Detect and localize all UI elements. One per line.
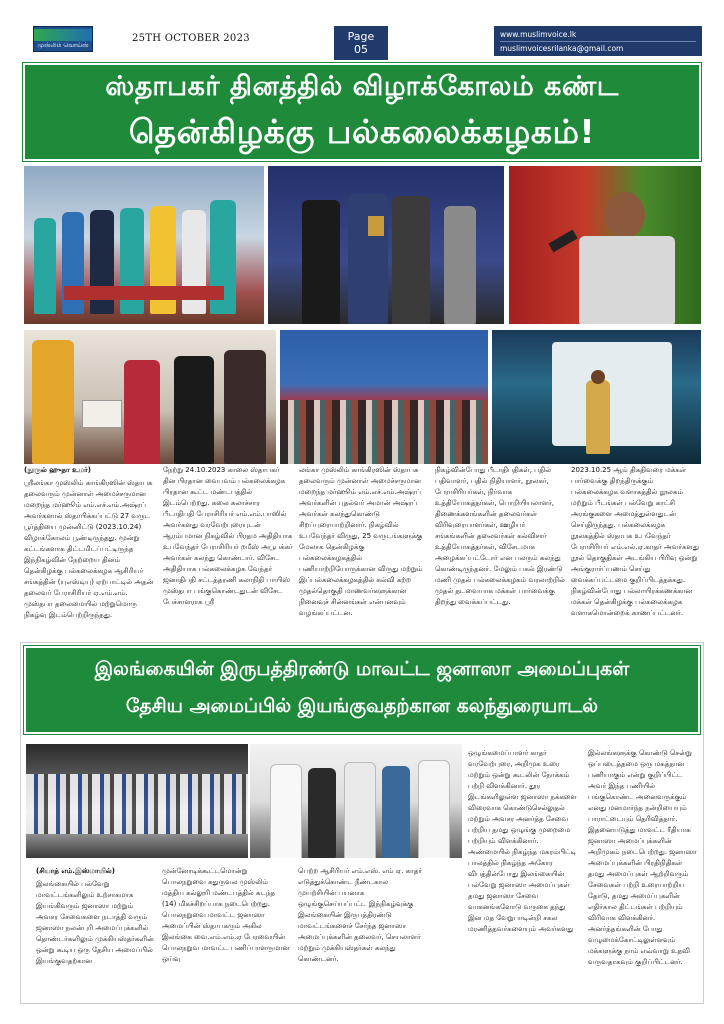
logo-graphic (34, 29, 92, 41)
page-label: Page (347, 30, 375, 43)
photo-group-meeting (26, 744, 248, 858)
photo-discussion-participants (250, 744, 462, 858)
page-indicator (334, 26, 388, 60)
article1-column-2: நேற்று 24.10.2023 காலை ஸ்தாபகர் தின பிரதான வைபவம் பல்கலைக்கழக பிரதான கூட்ட மண்டபத்தில் இடம்பெற்றது. கலை கலாச்சார பீடாதிபதி பேராசிரியர் எம்.எம்.பாஸில் அவர்களது வரவேற்புரையுடன் ஆரம்பமான நிகழ்வில் பிரதம அதிதியாக உபவேந்தர் பேராசிரியர் றமீஸ் அபூபக்கர் அவர்கள் கலந்து கொண்டார். விசேட அதிதியாக பல்கலைக்கழக வேந்தர் ஜனாதிபதி சட்டத்தரணி கலாநிதி பாயிஸ் முஸ்தபா பங்குகொண்டதுடன் விசேட பேச்சாளராக ஸ்ரீ (163, 466, 293, 606)
issue-date: 25TH OCTOBER 2023 (132, 33, 250, 44)
article1-column-4: நிகழ்வின்போது பீடாதிபதிகள், பதில் பதிவாளர், பதில் நிதியாளர், நூலகர், பேராசிரியர்கள், நிர்வாக உத்தியோகத்தர்கள், பொறியியலாளர், திணைக்களங்களின் தலைவர்கள் விரிவுரையாளர்கள், ஊழியர் சங்கங்களின் தலைவர்கள் கல்விசார் உத்தியோகத்தர்கள், விசேடமாக அழைக்கப்பட்டோர் என பலரும் கலந்து கொண்டிருந்தனர். மேலும் பகல் இரண்டு மணி முதல் பல்கலைக்கழகம் வரலாற்றில் முதல் தடவையாக மக்கள் பார்வைக்கு திறந்து வைக்கப்பட்டது. (435, 466, 565, 606)
article2-column-3: பெற்ற ஆசிரியர் எம்.எஸ். எம் ஏ. காதர் எடுத்துக்கொண்ட நீண்டகால முயற்சியின் பயனாக ஒழுங்குசெய்யப்பட்ட இந்நிகழ்வுக்கு இலங்கையின் இருபத்திரண்டு மாவட்டங்களைச் சேர்ந்த ஜனாஸா அமைப்புக்களின் தலைவர், செயலாளர் மற்றும் முக்கியஸ்தர்கள் கலந்து கொண்டனர். (298, 867, 422, 963)
article2-headline (24, 646, 700, 734)
article1-byline: (நூருல் ஹுதா உமர்) (24, 466, 91, 474)
article2-column-1 (36, 866, 154, 1001)
headline-line-2: தென்கிழக்கு பல்கலைக்கழகம்! (128, 112, 596, 151)
photo-audience-hall (280, 330, 488, 464)
photo-exhibition-visitors (24, 330, 276, 464)
article2-col1-text: இலங்கையில் பல்வேறு மாவட்டங்களிலும் உற்சாகமாக இயங்கிவரும் ஜனாஸா மற்றும் அவசர சேவைகளை நடாத்தி வரும் ஜனாஸா நலன்புரி அமைப்புக்களில் தொண்டர்களிலும் முக்கியஸ்தர்களின் ஒன்று கூடிய ஒரு தேசிய அமைப்பில் இயங்குவதற்கான (36, 880, 154, 965)
photo-award-ceremony-1 (24, 166, 264, 324)
article1-column-3: லங்கா முஸ்லிம் காங்கிரஸின் ஸ்தாபக தலைவரும் முன்னாள் அமைச்சருமான மறைந்த மர்ஹூம் எம்.எச்.எம்.அஷ்ரப் அவர்களின் புதல்வர் அமான் அஷ்ரப் அவர்கள் கலந்துகொண்டு சிறப்புரையாற்றினார். நிகழ்வில் உபவேந்தர் விருது, 25 வருடங்களுக்கு மேலாக தென்கிழக்கு பல்கலைக்கழகத்தில் பணியாற்றியோருக்கான விருது மற்றும் இப்பல்கலைக்கழகத்தில் கல்வி கற்ற முதல்தொகுதி மாணவர்களுக்கான நினைவுச் சின்னங்கள் என்பனவும் வழங்கப்பட்டன. (299, 466, 423, 617)
article1-headline (23, 63, 701, 161)
photo-cultural-dance (492, 330, 701, 464)
article2-byline: (சியாத் எம்.இஸ்மாயில்) (36, 867, 115, 875)
article2-column-5: இல்லங்களுக்கு கொண்டு சென்று ஒப்படைத்தமை ஒரு மகத்தான பணியாகும் என்று குறிப்பிட்ட அவர் இந்த பணியில் பங்குகொண்ட அனைவருக்கும் எனது மனமார்ந்த நன்றியையும் பாராட்டையும் தெரிவித்தார். இதனையடுத்து மாவட்ட ரீதியாக ஜனாஸா அமைப்புக்களின் அறிமுகம் நடைபெற்றது. ஜனாஸா அமைப்புக்களின் பிரதிநிதிகள் தமது அமைப்புகள் ஆற்றிவரும் சேவைகள் பற்றி உரையாற்றிய தோடு, தமது அமைப்புகளின் எதிர்கால திட்டங்கள் பற்றியும் விரிவாக விளக்கினர். அனர்த்தங்களின் போது வழுமைக்கோட்டிலுள்ளவும் மக்களுக்கு நாம் எவ்வாறு உதவி வருவதாகவும் குறிப்பிட்டனர். (588, 749, 697, 966)
article1-column-1 (24, 465, 157, 637)
logo-text: முஸ்லிம் வொய்ஸ் (37, 42, 89, 49)
page-number: 05 (354, 43, 368, 56)
photo-chief-guest-speech (509, 166, 701, 324)
website-link[interactable]: www.muslimvoice.lk (500, 30, 577, 39)
article2-column-2: முன்னோடிக்கூட்டமொன்று பொலநறுவை கதுருவல முஸ்லிம் மத்திய கல்லூரி மண்டபத்தில் கடந்த (14) மிகச்சிறப்பாக நடைபெற்றது. பொலநறுவை மாவட்ட ஜனாஸா அமைப்பின் ஸ்தாபகரும் அகில இலங்கை வை.எம்.எம்.ஏ பேரவையின் பொலநறுவ மாவட்ட பணிப்பாளருமான ஒய்வு (162, 867, 290, 963)
article2-column-4: ஒழுங்கமைப்பாளர் காதர் வரவேற்புரை, அறிமுக உரை மற்றும் ஒன்று கூடலின் நோக்கம் பற்றி விளக்கினார். தூர இடங்களிலுள்ள ஜனாஸா நக்களை விரைவாக கொண்டுசெல்லுதல் மற்றும் அவசர அனர்த்த சேவை பற்றிய தமது ஒழுங்கு முறைமை பற்றியும் விளக்கினார். அண்மையில் நிகழ்ந்த மகரம்பிட்டி பாலத்தில் நிகழ்ந்த அகோர விபத்தின்போது இலங்கையின் பல்வேறு ஜனாஸா அமைப்புகள் தமது ஜனாஸா சேவை வாகனங்களோடு வருகை தந்து இன மத வேறுபாடின்றி சகல மரணித்தவர்களையும் அவர்களது (468, 749, 577, 933)
contact-box (494, 26, 702, 56)
headline2-line-1: இலங்கையின் இருபத்திரண்டு மாவட்ட ஜனாஸா அமைப்புகள் (94, 658, 630, 680)
article1-col1-text: ஸ்ரீலங்கா முஸ்லிம் காங்கிரஸின் ஸ்தாபக தலைவரும் முன்னாள் அமைச்சருமான மறைந்த மர்ஹூம் எம்.எச்.எம்.அஷ்ரப் அவர்களால் ஸ்தாபிக்கப்பட்டு 27 வருட பூர்த்தியை முன்னிட்டு (2023.10.24) விழாக்கோலம் பூண்டிருந்தது. மூன்று கட்டங்களாக திட்டமிடப்பட்டிருந்த இந்நிகழ்வின் நேற்றைய தினம் தென்கிழக்கு பல்கலைக்கழக ஆசிரியர் சங்கத்தின் (யுஎஸ்டியு) ஏற்பாட்டில் அதன் தலைவர் பேராசிரியர் ஏ.எம்.எம். முஸ்தபா தலைமையில் மற்றுமொரு நிகழ்வு இடம்பெற்றிருந்தது. (24, 479, 154, 619)
headline-line-1: ஸ்தாபகர் தினத்தில் விழாக்கோலம் கண்ட (105, 71, 619, 102)
article1-column-5: 2023.10.25 ஆம் திகதிவரை மக்கள் பார்வைக்கு திறந்திருக்கும் பல்கலைக்கழக வளாகத்தில் நூலகம் மற்றும் பீடங்கள் பல்வேறு காட்சி அரங்குகளை அமைத்துள்ளதுடன் செய்திருந்தது. பல்கலைக்கழக நூலகத்தில் ஸ்தாபக உபவேந்தர் பேராசிரியர் எம்.எல்.ஏ.காதர் அவர்களது நூல் தொகுதிகள் அடங்கிய பிரிவு ஒன்று அங்குரார்ப்பணம் செய்து வைக்கப்பட்டமை குறிப்பிடத்தக்கது. நிகழ்வின்போது பல்லாயிரக்கணக்கான மக்கள் தென்கிழக்கு பல்கலைக்கழக வளாகமொன்றைக் காணப்பட்டனர். (571, 466, 699, 617)
email-link[interactable]: muslimvoicesrilanka@gmail.com (500, 41, 696, 55)
photo-award-ceremony-2 (268, 166, 504, 324)
headline2-line-2: தேசிய அமைப்பில் இயங்குவதற்கான கலந்துரையாடல் (125, 695, 599, 717)
newspaper-logo (33, 26, 93, 52)
